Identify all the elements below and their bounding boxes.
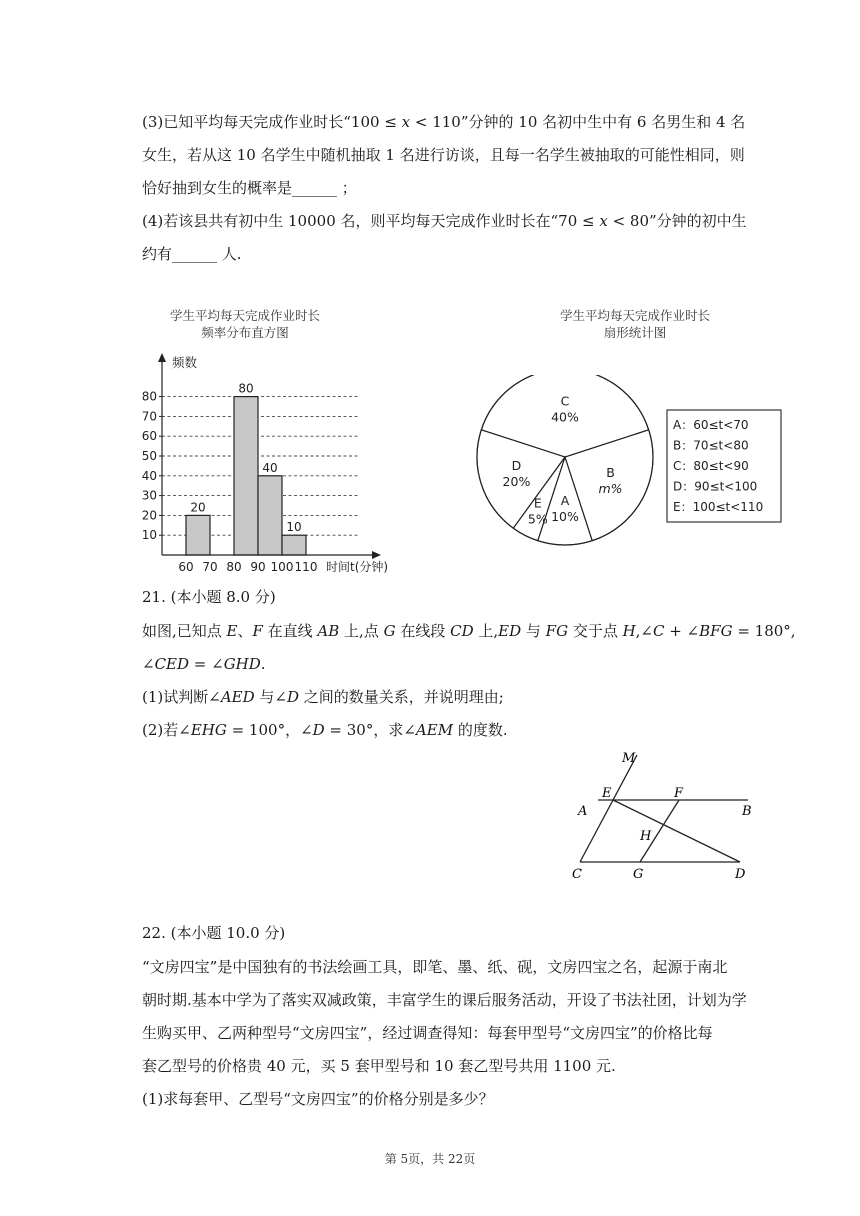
hist-bar-label: 20 [190,500,206,515]
geometry-figure [570,745,765,885]
histogram-title: 学生平均每天完成作业时长 [169,308,320,323]
hist-bar-label: 10 [286,520,302,535]
histogram-chart [130,350,410,580]
hist-ytick-label: 40 [141,468,157,483]
q22-line-4: 套乙型号的价格贵 40 元，买 5 套甲型号和 10 套乙型号共用 1100 元. [142,1057,616,1075]
pie-slice-letter: D [511,457,522,473]
hist-bar [282,535,306,555]
pie-chart [470,375,800,555]
pie-slice-percent: 20% [502,473,531,489]
q3-line-3: 恰好抽到女生的概率是______ ； [142,179,357,197]
pie-slice-percent: 10% [551,509,579,525]
hist-xtick-label: 100 [270,560,294,574]
hist-bar [234,397,258,555]
pie-slice-letter: E [533,495,542,511]
q22-line-1: “文房四宝”是中国独有的书法绘画工具，即笔、墨、纸、砚，文房四宝之名，起源于南北 [142,958,728,976]
pie-slice-percent: 40% [551,409,579,425]
hist-xtick-label: 70 [202,560,218,574]
q22-line-2: 朝时期.基本中学为了落实双减政策，丰富学生的课后服务活动，开设了书法社团，计划为学 [142,991,747,1009]
hist-x-arrow [372,551,381,559]
q21-heading: 21. (本小题 8.0 分) [142,588,276,606]
hist-bar [186,515,210,555]
q21-line-2: ∠𝐶𝐸𝐷 = ∠𝐺𝐻𝐷. [142,655,266,673]
hist-ytick-label: 60 [141,429,157,444]
pie-slice-percent: m% [598,481,623,497]
q22-part-1: (1)求每套甲、乙型号“文房四宝”的价格分别是多少？ [142,1090,494,1108]
page-footer: 第 5页，共 22页 [384,1152,476,1166]
q3-line-2: 女生，若从这 10 名学生中随机抽取 1 名进行访谈，且每一名学生被抽取的可能性相同，则 [142,146,745,164]
hist-ytick-label: 70 [141,409,157,424]
label-m: M [622,751,636,766]
hist-xtick-label: 90 [250,560,266,574]
q22-heading: 22. (本小题 10.0 分) [142,924,286,942]
q21-part-1: (1)试判断∠𝐴𝐸𝐷 与∠𝐷 之间的数量关系，并说明理由; [142,688,504,706]
q4-line-2: 约有______ 人. [142,245,242,263]
q21-line-1: 如图,已知点 𝐸、𝐹 在直线 𝐴𝐵 上,点 𝐺 在线段 𝐶𝐷 上,𝐸𝐷 与 𝐹𝐺 交于点 𝐻,∠𝐶 + ∠𝐵𝐹𝐺 = 180°, [142,622,796,640]
q3-line-1: (3)已知平均每天完成作业时长“100 ≤ 𝑥 < 110”分钟的 10 名初中生中有 6 名男生和 4 名 [142,113,746,131]
line-mc [580,755,637,862]
q4-line-1: (4)若该县共有初中生 10000 名，则平均每天完成作业时长在“70 ≤ 𝑥 < 80”分钟的初中生 [142,212,747,230]
pie-slice-letter: C [560,393,570,409]
label-g: G [633,867,644,882]
hist-ytick-label: 80 [141,389,157,404]
hist-ylabel: 频数 [172,355,198,370]
pie-subtitle: 扇形统计图 [603,325,667,340]
pie-legend-entry: E：100≤t<110 [673,500,764,514]
label-c: C [572,867,582,882]
pie-legend-entry: D：90≤t<100 [673,479,758,494]
hist-ytick-label: 50 [141,449,157,463]
hist-xtick-label: 60 [178,560,194,574]
label-e: E [602,786,612,801]
label-b: B [742,804,752,819]
hist-bar-label: 40 [262,460,278,475]
hist-bar [258,476,282,555]
hist-xtick-label: 110 [294,560,318,574]
pie-legend-entry: B：70≤t<80 [673,438,749,453]
label-a: A [578,804,588,819]
pie-slice-letter: B [606,465,615,481]
hist-xlabel: 时间t(分钟) [326,560,389,574]
q21-part-2: (2)若∠𝐸𝐻𝐺 = 100°，∠𝐷 = 30°，求∠𝐴𝐸𝑀 的度数. [142,721,508,739]
line-ed [613,800,740,862]
pie-title: 学生平均每天完成作业时长 [559,308,710,323]
label-f: F [674,786,684,801]
hist-ytick-label: 30 [141,488,157,503]
label-h: H [640,829,652,844]
pie-legend-entry: C：80≤t<90 [673,459,749,473]
hist-ytick-label: 10 [141,528,157,543]
q22-line-3: 生购买甲、乙两种型号“文房四宝”，经过调查得知：每套甲型号“文房四宝”的价格比每 [142,1024,713,1042]
pie-slice-percent: 5% [527,511,548,527]
label-d: D [735,867,746,882]
histogram-subtitle: 频率分布直方图 [201,325,289,340]
hist-xtick-label: 80 [226,560,242,574]
pie-slice-letter: A [560,493,570,509]
hist-ytick-label: 20 [141,508,157,523]
pie-legend-entry: A：60≤t<70 [673,418,749,432]
hist-y-arrow [158,353,166,362]
hist-bar-label: 80 [238,381,254,396]
